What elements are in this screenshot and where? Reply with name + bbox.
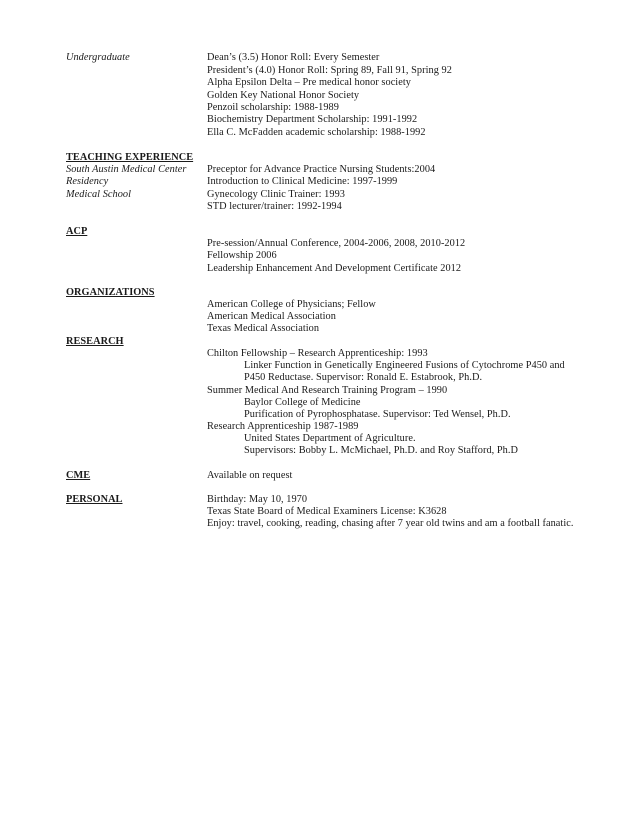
personal-heading: PERSONAL xyxy=(66,494,123,505)
teaching-item: STD lecturer/trainer: 1992-1994 xyxy=(207,201,342,212)
education-item: Dean’s (3.5) Honor Roll: Every Semester xyxy=(207,52,380,63)
organization-item: American Medical Association xyxy=(207,311,336,322)
organizations-heading: ORGANIZATIONS xyxy=(66,287,155,298)
research-line: Supervisors: Bobby L. McMichael, Ph.D. and Roy Stafford, Ph.D xyxy=(244,445,518,456)
acp-item: Pre-session/Annual Conference, 2004-2006, 2008, 2010-2012 xyxy=(207,238,466,249)
education-item: Alpha Epsilon Delta – Pre medical honor society xyxy=(207,77,411,88)
teaching-item: Preceptor for Advance Practice Nursing Students:2004 xyxy=(207,164,436,175)
acp-item: Fellowship 2006 xyxy=(207,250,277,261)
undergraduate-label: Undergraduate xyxy=(66,52,130,63)
education-item: Biochemistry Department Scholarship: 1991-1992 xyxy=(207,114,418,125)
education-item: Golden Key National Honor Society xyxy=(207,90,360,101)
research-line: Summer Medical And Research Training Program – 1990 xyxy=(207,385,448,396)
research-line: United States Department of Agriculture. xyxy=(244,433,416,444)
research-heading: RESEARCH xyxy=(66,336,124,347)
research-line: Research Apprenticeship 1987-1989 xyxy=(207,421,359,432)
teaching-label: Medical School xyxy=(66,189,132,200)
cme-heading: CME xyxy=(66,470,91,481)
acp-heading: ACP xyxy=(66,226,88,237)
teaching-heading: TEACHING EXPERIENCE xyxy=(66,152,194,163)
organization-item: Texas Medical Association xyxy=(207,323,320,334)
teaching-label: South Austin Medical Center xyxy=(66,164,187,175)
education-item: President’s (4.0) Honor Roll: Spring 89, Fall 91, Spring 92 xyxy=(207,65,452,76)
research-line: Chilton Fellowship – Research Apprenticeship: 1993 xyxy=(207,348,428,359)
personal-line: Texas State Board of Medical Examiners License: K3628 xyxy=(207,506,447,517)
acp-item: Leadership Enhancement And Development Certificate 2012 xyxy=(207,263,462,274)
education-item: Penzoil scholarship: 1988-1989 xyxy=(207,102,339,113)
organization-item: American College of Physicians; Fellow xyxy=(207,299,376,310)
research-line: Purification of Pyrophosphatase. Supervisor: Ted Wensel, Ph.D. xyxy=(244,409,511,420)
teaching-item: Gynecology Clinic Trainer: 1993 xyxy=(207,189,345,200)
teaching-item: Introduction to Clinical Medicine: 1997-1999 xyxy=(207,176,398,187)
research-line: Baylor College of Medicine xyxy=(244,397,361,408)
teaching-label: Residency xyxy=(66,176,109,187)
cme-text: Available on request xyxy=(207,470,293,481)
education-item: Ella C. McFadden academic scholarship: 1988-1992 xyxy=(207,127,426,138)
research-line: Linker Function in Genetically Engineered Fusions of Cytochrome P450 and xyxy=(244,360,565,371)
personal-line: Enjoy: travel, cooking, reading, chasing after 7 year old twins and am a football fanatic. xyxy=(207,518,574,529)
research-line: P450 Reductase. Supervisor: Ronald E. Estabrook, Ph.D. xyxy=(244,372,483,383)
personal-line: Birthday: May 10, 1970 xyxy=(207,494,308,505)
